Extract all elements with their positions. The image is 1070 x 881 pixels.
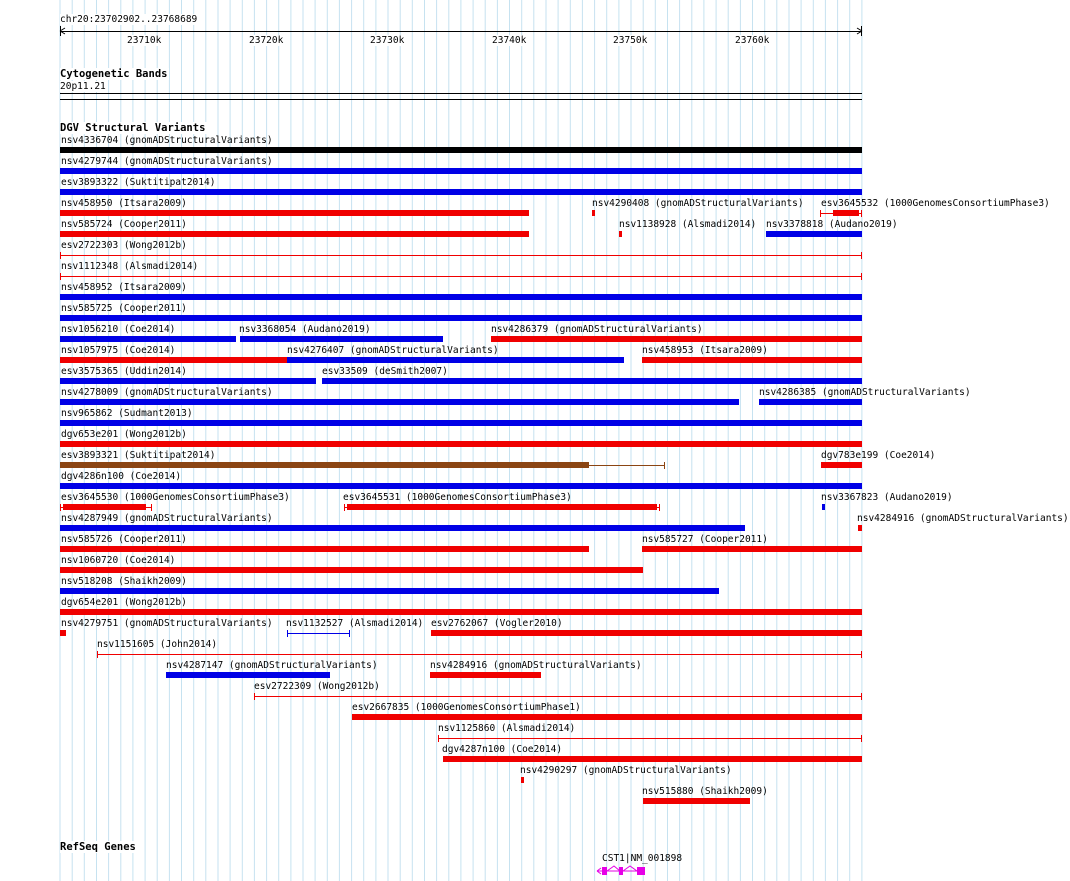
variant-label[interactable]: esv2667835 (1000GenomesConsortiumPhase1) bbox=[352, 702, 581, 713]
variant-label[interactable]: nsv585724 (Cooper2011) bbox=[61, 219, 187, 230]
variant-label[interactable]: dgv653e201 (Wong2012b) bbox=[61, 429, 187, 440]
variant-label[interactable]: esv2722309 (Wong2012b) bbox=[254, 681, 380, 692]
variant-label[interactable]: nsv1125860 (Alsmadi2014) bbox=[438, 723, 576, 734]
variant-label[interactable]: nsv4286385 (gnomADStructuralVariants) bbox=[759, 387, 971, 398]
ruler-tick-label: 23720k bbox=[249, 35, 284, 46]
variant-label[interactable]: esv3893321 (Suktitipat2014) bbox=[61, 450, 216, 461]
variant-label[interactable]: nsv965862 (Sudmant2013) bbox=[61, 408, 193, 419]
variant-label[interactable]: esv2762067 (Vogler2010) bbox=[431, 618, 563, 629]
variant-label[interactable]: nsv4287147 (gnomADStructuralVariants) bbox=[166, 660, 378, 671]
variant-label[interactable]: dgv783e199 (Coe2014) bbox=[821, 450, 936, 461]
variant-label[interactable]: esv3893322 (Suktitipat2014) bbox=[61, 177, 216, 188]
variant-label[interactable]: esv3645532 (1000GenomesConsortiumPhase3) bbox=[821, 198, 1050, 209]
variant-label[interactable]: nsv4287949 (gnomADStructuralVariants) bbox=[61, 513, 273, 524]
variant-label[interactable]: nsv585725 (Cooper2011) bbox=[61, 303, 187, 314]
variant-label[interactable]: nsv4336704 (gnomADStructuralVariants) bbox=[61, 135, 273, 146]
variant-label[interactable]: nsv1112348 (Alsmadi2014) bbox=[61, 261, 199, 272]
variant-label[interactable]: nsv585726 (Cooper2011) bbox=[61, 534, 187, 545]
variant-label[interactable]: nsv1151605 (John2014) bbox=[97, 639, 218, 650]
variant-label[interactable]: nsv458953 (Itsara2009) bbox=[642, 345, 768, 356]
variant-label[interactable]: nsv1132527 (Alsmadi2014) bbox=[286, 618, 424, 629]
cytoband-track-title[interactable]: Cytogenetic Bands bbox=[60, 68, 168, 80]
variant-label[interactable]: esv3575365 (Uddin2014) bbox=[61, 366, 187, 377]
region-label: chr20:23702902..23768689 bbox=[60, 14, 198, 25]
variant-label[interactable]: nsv518208 (Shaikh2009) bbox=[61, 576, 187, 587]
variant-label[interactable]: nsv1057975 (Coe2014) bbox=[61, 345, 176, 356]
variant-label[interactable]: nsv4276407 (gnomADStructuralVariants) bbox=[287, 345, 499, 356]
variant-label[interactable]: esv2722303 (Wong2012b) bbox=[61, 240, 187, 251]
dgv-track-title[interactable]: DGV Structural Variants bbox=[60, 122, 206, 134]
variant-label[interactable]: nsv4278009 (gnomADStructuralVariants) bbox=[61, 387, 273, 398]
ruler-tick-label: 23750k bbox=[613, 35, 648, 46]
variant-label[interactable]: nsv4284916 (gnomADStructuralVariants) bbox=[857, 513, 1069, 524]
variant-label[interactable]: esv3645531 (1000GenomesConsortiumPhase3) bbox=[343, 492, 572, 503]
variant-label[interactable]: nsv4279751 (gnomADStructuralVariants) bbox=[61, 618, 273, 629]
variant-label[interactable]: nsv3378818 (Audano2019) bbox=[766, 219, 898, 230]
ruler-tick-label: 23730k bbox=[370, 35, 405, 46]
variant-label[interactable]: nsv4279744 (gnomADStructuralVariants) bbox=[61, 156, 273, 167]
variant-label[interactable]: nsv4286379 (gnomADStructuralVariants) bbox=[491, 324, 703, 335]
ruler-tick-label: 23740k bbox=[492, 35, 527, 46]
variant-label[interactable]: nsv1056210 (Coe2014) bbox=[61, 324, 176, 335]
variant-label[interactable]: nsv3367823 (Audano2019) bbox=[821, 492, 953, 503]
variant-label[interactable]: nsv1060720 (Coe2014) bbox=[61, 555, 176, 566]
variant-label[interactable]: nsv4290408 (gnomADStructuralVariants) bbox=[592, 198, 804, 209]
ruler-tick-label: 23710k bbox=[127, 35, 162, 46]
variant-label[interactable]: dgv4286n100 (Coe2014) bbox=[61, 471, 182, 482]
variant-label[interactable]: nsv585727 (Cooper2011) bbox=[642, 534, 768, 545]
variant-label[interactable]: nsv1138928 (Alsmadi2014) bbox=[619, 219, 757, 230]
variant-label[interactable]: nsv458950 (Itsara2009) bbox=[61, 198, 187, 209]
variant-label[interactable]: esv33509 (deSmith2007) bbox=[322, 366, 448, 377]
ruler-tick-label: 23760k bbox=[735, 35, 770, 46]
refseq-track-title[interactable]: RefSeq Genes bbox=[60, 841, 136, 853]
variant-label[interactable]: esv3645530 (1000GenomesConsortiumPhase3) bbox=[61, 492, 290, 503]
variant-label[interactable]: nsv3368054 (Audano2019) bbox=[239, 324, 371, 335]
cytoband-label: 20p11.21 bbox=[60, 81, 106, 92]
variant-label[interactable]: nsv515880 (Shaikh2009) bbox=[642, 786, 768, 797]
variant-label[interactable]: dgv654e201 (Wong2012b) bbox=[61, 597, 187, 608]
variant-label[interactable]: dgv4287n100 (Coe2014) bbox=[442, 744, 563, 755]
variant-label[interactable]: nsv4290297 (gnomADStructuralVariants) bbox=[520, 765, 732, 776]
variant-label[interactable]: nsv458952 (Itsara2009) bbox=[61, 282, 187, 293]
gene-label[interactable]: CST1|NM_001898 bbox=[602, 853, 683, 864]
cst1-gene-glyph bbox=[597, 866, 645, 875]
variant-label[interactable]: nsv4284916 (gnomADStructuralVariants) bbox=[430, 660, 642, 671]
